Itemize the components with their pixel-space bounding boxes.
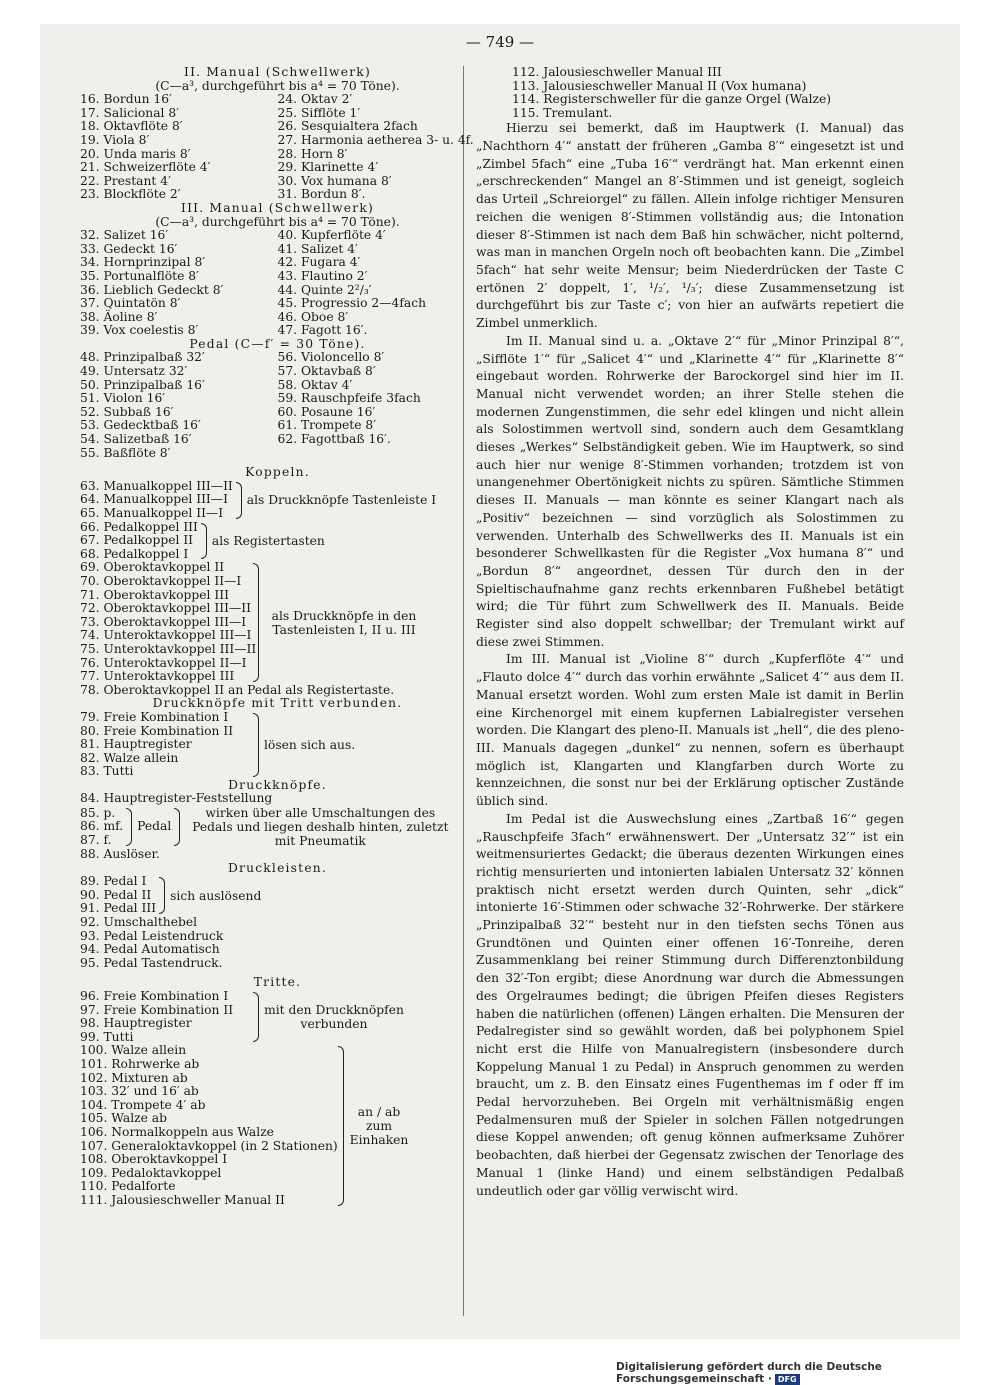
stop-entry: 26. Sesquialtera 2fach xyxy=(277,119,418,134)
stop-entry: 50. Prinzipalbaß 16′ xyxy=(80,377,205,392)
stop-entry: 25. Sifflöte 1′ xyxy=(277,105,361,120)
druck-pedal-group xyxy=(80,806,475,848)
leisten-note: sich auslösend xyxy=(170,888,262,903)
druck-title: Druckknöpfe. xyxy=(228,777,327,792)
list-item: 99. Tutti xyxy=(80,1029,134,1044)
stop-row xyxy=(80,270,475,284)
list-item: 66. Pedalkoppel III xyxy=(80,519,198,534)
druck-pedal-label: Pedal xyxy=(137,819,172,834)
stop-entry: 31. Bordun 8′. xyxy=(277,187,366,202)
list-item: 71. Oberoktavkoppel III xyxy=(80,587,229,602)
stop-entry: 45. Progressio 2—4fach xyxy=(277,296,427,311)
koppeln-group-3-note: als Druckknöpfe in den Tastenleisten I, II u. III xyxy=(271,608,417,637)
manual3-list xyxy=(80,229,475,338)
list-item: 98. Hauptregister xyxy=(80,1016,192,1031)
list-item: 79. Freie Kombination I xyxy=(80,709,229,724)
druck-84: 84. Hauptregister-Feststellung xyxy=(80,791,273,806)
stop-row xyxy=(80,161,475,175)
stop-entry: 42. Fugara 4′ xyxy=(277,255,361,270)
tritte-group-1 xyxy=(80,990,475,1044)
stop-row xyxy=(80,406,475,420)
list-item: 112. Jalousieschweller Manual III xyxy=(512,65,722,79)
list-item: 83. Tutti xyxy=(80,764,134,779)
stop-entry: 35. Portunalflöte 8′ xyxy=(80,268,199,283)
text-column xyxy=(476,66,904,1200)
leisten-rest xyxy=(80,916,475,970)
stop-row xyxy=(80,379,475,393)
stop-row xyxy=(80,365,475,379)
stoplist-column xyxy=(80,66,475,1208)
stop-entry: 19. Viola 8′ xyxy=(80,132,150,147)
stop-entry: 60. Posaune 16′ xyxy=(277,404,376,419)
list-item: 107. Generaloktavkoppel (in 2 Stationen) xyxy=(80,1138,338,1153)
list-item: 115. Tremulant. xyxy=(512,105,613,120)
list-item: 65. Manualkoppel II—I xyxy=(80,506,224,520)
stop-row xyxy=(80,284,475,298)
list-item: 77. Unteroktavkoppel III xyxy=(80,669,235,684)
koppeln-group-1-note: als Druckknöpfe Tastenleiste I xyxy=(246,493,437,508)
list-item: 69. Oberoktavkoppel II xyxy=(80,560,225,575)
stop-entry: 46. Oboe 8′ xyxy=(277,309,349,324)
stop-entry: 22. Prestant 4′ xyxy=(80,173,171,188)
stop-row xyxy=(80,120,475,134)
pedal-list xyxy=(80,351,475,460)
koppeln-group-1 xyxy=(80,480,475,521)
manual2-title: II. Manual (Schwellwerk) xyxy=(184,65,371,79)
stop-row xyxy=(80,134,475,148)
stop-row xyxy=(80,93,475,107)
footer-text: Digitalisierung gefördert durch die Deutsche Forschungsgemeinschaft · xyxy=(616,1361,882,1385)
koppeln-group-2 xyxy=(80,521,475,562)
stop-entry: 32. Salizet 16′ xyxy=(80,228,169,243)
koppeln-group-3 xyxy=(80,561,475,683)
paragraph-2: Im II. Manual sind u. a. „Oktave 2′“ für „Minor Prinzipal 8′“, „Sifflöte 1′“ für „Salicet 4′“ und „Klarinette 4′“ für „Klarinette 8′“ eingebaut worden. Rohrwerke der Barockorgel sind hier im II. Manual nicht verwendet worden; an ihrer Stelle stehen die modernen Zungenstimmen, die sehr edel klingen und nicht allein als Solostimmen wertvoll sind, sondern auch dem Gesamtklang dieses „Werkes“ Selbständigkeit geben. Wie im Hauptwerk, so sind auch hier nur wenige 8′-Stimmen vorhanden; trotzdem ist von unangenehmer Obertönigkeit nichts zu spüren. Sämtliche Stimmen dieses II. Manuals — man könnte es seiner Klangart nach als „Positiv“ bezeichnen — sind vorzüglich als Solostimmen zu verwenden. Unterhalb des Schwellwerks des II. Manuals ist ein besonderer Schwellkasten für die Register „Vox humana 8′“ und „Bordun 8′“ angeordnet, dessen Tür durch den in der Spieltischaufnahme ganz rechts erkennbaren Fußhebel betätigt wird; die Tür führt zum Schwellwerk des II. Manuals. Beide Register sind also doppelt schwellbar; der Tremulant wirkt auf diese zwei Stimmen. xyxy=(476,333,904,649)
list-item: 100. Walze allein xyxy=(80,1043,187,1058)
tritte-title: Tritte. xyxy=(253,975,302,990)
list-item: 70. Oberoktavkoppel II—I xyxy=(80,573,242,588)
stop-entry: 34. Hornprinzipal 8′ xyxy=(80,255,206,270)
paragraph-3: Im III. Manual ist „Violine 8′“ durch „Kupferflöte 4′“ und „Flauto dolce 4′“ durch das vorhin erwähnte „Salicet 4′“ aus dem II. Manual ersetzt worden. Wohl zum ersten Male ist damit in Berlin eine Kirchenorgel mit einem kupfernen Labialregister versehen worden. Die Klangart des pleno-II. Manuals ist „hell“, die des pleno-III. Manuals dagegen „dunkel“ zu nennen, sofern es überhaupt möglich ist, Klangarten und Klangfarben durch Worte zu kennzeichnen, die sonst nur bei der Erklärung optischer Zustände üblich sind. xyxy=(476,652,904,809)
list-item: 103. 32′ und 16′ ab xyxy=(80,1084,199,1099)
stop-entry: 28. Horn 8′ xyxy=(277,146,348,161)
stop-row xyxy=(80,243,475,257)
stop-entry: 52. Subbaß 16′ xyxy=(80,404,174,419)
druck-88: 88. Auslöser. xyxy=(80,847,160,862)
list-item: 104. Trompete 4′ ab xyxy=(80,1097,206,1112)
stop-entry: 58. Oktav 4′ xyxy=(277,377,353,392)
stop-row xyxy=(80,256,475,270)
dfg-logo: DFG xyxy=(775,1374,800,1385)
stop-row xyxy=(80,188,475,202)
tritte-group-2-note: an / ab zum Einhaken xyxy=(349,1104,409,1147)
stop-entry: 16. Bordun 16′ xyxy=(80,92,172,107)
stop-entry: 41. Salizet 4′ xyxy=(277,241,358,256)
stop-entry xyxy=(278,447,476,461)
koppeln-title: Koppeln. xyxy=(245,465,310,480)
stop-entry: 39. Vox coelestis 8′ xyxy=(80,323,199,338)
stop-entry: 36. Lieblich Gedeckt 8′ xyxy=(80,282,224,297)
list-item: 109. Pedaloktavkoppel xyxy=(80,1165,222,1180)
stop-entry: 54. Salizetbaß 16′ xyxy=(80,432,192,447)
paragraph-4: Im Pedal ist die Auswechslung eines „Zartbaß 16′“ gegen „Rauschpfeife 3fach“ erwähnenswert. Der „Untersatz 32′“ ist ein weitmensuriertes Gedackt; die überaus dezenten Wirkungen eines richtig mensurierten und intonierten labialen Untersatz 32′ können praktisch nicht ersetzt werden durch Quinten, sehr „dick“ intonierte 16′-Stimmen oder schwache 32′-Rohrwerke. Der stärkere „Prinzipalbaß 32′“ besteht nur in den tiefsten sechs Tönen aus Grundtönen und Quinten einer offenen 16′-Tonreihe, deren Zusammenklang bei reiner Stimmung durch Differenztonbildung den 32′-Ton ergibt; diese Anordnung war durch die Abmessungen des Orgelraumes bedingt; die übrigen Pfeifen dieses Registers haben die natürlichen (offenen) Längen erhalten. Die Mensuren der Pedalregister sind so gewählt worden, daß bei polyphonem Spiel nicht erst die Hilfe von Manualregistern (insbesondere durch Koppelung Manual 1 zu Pedal) in Anspruch genommen zu werden braucht, um z. B. den Einsatz eines Fugenthemas im f oder ff im Pedal hervorzuheben. Bei Orgeln mit verhältnismäßig engen Pedalmensuren muß der Spieler in solchen Fällen notgedrungen diese Koppel anwenden; oft genug können aufmerksame Zuhörer beobachten, daß hierbei der Gegensatz zwischen der Tenorlage des Manual 1 (linke Hand) und einem selbständigen Pedalbaß undeutlich oder gar völlig verwischt wird. xyxy=(476,811,904,1198)
list-item: 106. Normalkoppeln aus Walze xyxy=(80,1124,274,1139)
list-item: 97. Freie Kombination II xyxy=(80,1002,234,1017)
list-item: 85. p. xyxy=(80,805,116,820)
koppel-78: 78. Oberoktavkoppel II an Pedal als Registertaste. xyxy=(80,682,395,697)
druck-tritt-note: lösen sich aus. xyxy=(264,737,356,752)
stop-row xyxy=(80,148,475,162)
stop-entry: 43. Flautino 2′ xyxy=(277,268,368,283)
koppeln-group-2-note: als Registertasten xyxy=(211,533,325,548)
stop-entry: 49. Untersatz 32′ xyxy=(80,364,188,379)
stop-entry: 27. Harmonia aetherea 3- u. 4f. xyxy=(277,132,474,147)
list-item: 74. Unteroktavkoppel III—I xyxy=(80,628,252,643)
list-item: 105. Walze ab xyxy=(80,1111,167,1126)
list-item: 81. Hauptregister xyxy=(80,737,192,752)
list-item: 63. Manualkoppel III—II xyxy=(80,478,233,493)
list-item: 89. Pedal I xyxy=(80,874,147,889)
list-item: 73. Oberoktavkoppel III—I xyxy=(80,614,247,629)
list-item: 72. Oberoktavkoppel III—II xyxy=(80,601,251,616)
stop-entry: 61. Trompete 8′ xyxy=(277,418,377,433)
druck-tritt-title: Druckknöpfe mit Tritt verbunden. xyxy=(152,696,403,711)
stop-row xyxy=(80,107,475,121)
stop-entry: 23. Blockflöte 2′ xyxy=(80,187,181,202)
tritte-group-1-note: mit den Druckknöpfen verbunden xyxy=(264,1003,404,1032)
stop-row xyxy=(80,229,475,243)
stop-row xyxy=(80,324,475,338)
list-item: 108. Oberoktavkoppel I xyxy=(80,1152,228,1167)
list-item: 86. mf. xyxy=(80,819,124,834)
stop-entry: 21. Schweizerflöte 4′ xyxy=(80,160,211,175)
list-item: 93. Pedal Leistendruck xyxy=(80,928,224,943)
stop-row xyxy=(80,175,475,189)
stoplist-continued xyxy=(476,66,904,120)
manual3-title: III. Manual (Schwellwerk) xyxy=(181,200,374,215)
stop-row xyxy=(80,351,475,365)
stop-entry: 51. Violon 16′ xyxy=(80,391,166,406)
stop-entry: 37. Quintatön 8′ xyxy=(80,296,181,311)
list-item: 91. Pedal III xyxy=(80,901,157,916)
stop-row xyxy=(80,447,475,461)
list-item: 76. Unteroktavkoppel II—I xyxy=(80,655,247,670)
list-item: 95. Pedal Tastendruck. xyxy=(80,955,223,970)
list-item: 82. Walze allein xyxy=(80,750,179,765)
leisten-title: Druckleisten. xyxy=(227,860,328,875)
stop-entry: 20. Unda maris 8′ xyxy=(80,146,191,161)
stop-entry: 40. Kupferflöte 4′ xyxy=(277,228,386,243)
list-item: 111. Jalousieschweller Manual II xyxy=(80,1192,285,1207)
stop-entry: 57. Oktavbaß 8′ xyxy=(277,364,376,379)
list-item: 102. Mixturen ab xyxy=(80,1070,188,1085)
manual3-subtitle: (C—a³, durchgeführt bis a⁴ = 70 Töne). xyxy=(155,214,400,229)
list-item: 68. Pedalkoppel I xyxy=(80,546,189,561)
druck-tritt-group xyxy=(80,711,475,779)
list-item: 64. Manualkoppel III—I xyxy=(80,492,228,507)
stop-entry: 44. Quinte 2²/₃′ xyxy=(277,282,372,297)
stop-row xyxy=(80,392,475,406)
pedal-title: Pedal (C—f′ = 30 Töne). xyxy=(189,336,366,351)
stop-entry: 33. Gedeckt 16′ xyxy=(80,241,178,256)
stop-entry: 55. Baßflöte 8′ xyxy=(80,445,171,460)
list-item: 110. Pedalforte xyxy=(80,1179,176,1194)
stop-entry: 59. Rauschpfeife 3fach xyxy=(277,391,421,406)
list-item: 96. Freie Kombination I xyxy=(80,989,229,1003)
list-item: 67. Pedalkoppel II xyxy=(80,533,194,548)
manual2-list xyxy=(80,93,475,202)
footer-credit xyxy=(616,1361,1000,1385)
stop-row xyxy=(80,311,475,325)
stop-entry: 53. Gedecktbaß 16′ xyxy=(80,418,201,433)
stop-entry: 24. Oktav 2′ xyxy=(277,92,353,107)
stop-entry: 30. Vox humana 8′ xyxy=(277,173,392,188)
manual2-subtitle: (C—a³, durchgeführt bis a⁴ = 70 Töne). xyxy=(155,78,400,93)
stop-entry: 47. Fagott 16′. xyxy=(277,323,368,338)
list-item: 92. Umschalthebel xyxy=(80,915,198,930)
stop-entry: 18. Oktavflöte 8′ xyxy=(80,119,183,134)
paragraph-1: Hierzu sei bemerkt, daß im Hauptwerk (I. Manual) das „Nachthorn 4′“ anstatt der früheren „Gamba 8′“ eingesetzt ist und „Zimbel 5fach“ eine „Tuba 16′“ verdrängt hat. Man erkennt einen „erschreckenden“ Mangel an 8′-Stimmen und ist geneigt, sogleich das Urteil „Schreiorgel“ zu fällen. Allein infolge richtiger Mensuren reichen die wenigen 8′-Stimmen vollständig aus; die Intonation dieser 8′-Stimmen ist nach dem Baß hin schwächer, nicht polternd, was man in manchen Orgeln noch oft beobachten kann. Die „Zimbel 5fach“ hat sehr weite Mensur; beim Niederdrücken der Taste C ertönen 2′ doppelt, 1′, ¹/₂′, ¹/₃′; diese Zusammensetzung ist durchgeführt bis zur Taste c′; von hier an aufwärts repetiert die Zimbel unmerklich. xyxy=(476,121,904,331)
page-number: — 749 — xyxy=(465,33,535,51)
stop-row xyxy=(80,433,475,447)
stop-row xyxy=(80,297,475,311)
stop-entry: 17. Salicional 8′ xyxy=(80,105,180,120)
list-item: 113. Jalousieschweller Manual II (Vox humana) xyxy=(512,78,807,93)
stop-row xyxy=(80,419,475,433)
stop-entry: 56. Violoncello 8′ xyxy=(277,350,385,365)
druck-pedal-note: wirken über alle Umschaltungen des Pedals und liegen deshalb hinten, zuletzt mit Pneumatik xyxy=(192,806,449,849)
list-item: 101. Rohrwerke ab xyxy=(80,1056,200,1071)
list-item: 114. Registerschweller für die ganze Orgel (Walze) xyxy=(512,92,832,107)
list-item: 90. Pedal II xyxy=(80,887,152,902)
stop-entry: 29. Klarinette 4′ xyxy=(277,160,379,175)
stop-entry: 62. Fagottbaß 16′. xyxy=(277,432,391,447)
list-item: 75. Unteroktavkoppel III—II xyxy=(80,641,257,656)
tritte-group-2 xyxy=(80,1044,475,1207)
leisten-group xyxy=(80,875,475,916)
stop-entry: 48. Prinzipalbaß 32′ xyxy=(80,350,205,365)
list-item: 87. f. xyxy=(80,832,112,847)
list-item: 94. Pedal Automatisch xyxy=(80,942,220,957)
stop-entry: 38. Äoline 8′ xyxy=(80,309,158,324)
list-item: 80. Freie Kombination II xyxy=(80,723,234,738)
